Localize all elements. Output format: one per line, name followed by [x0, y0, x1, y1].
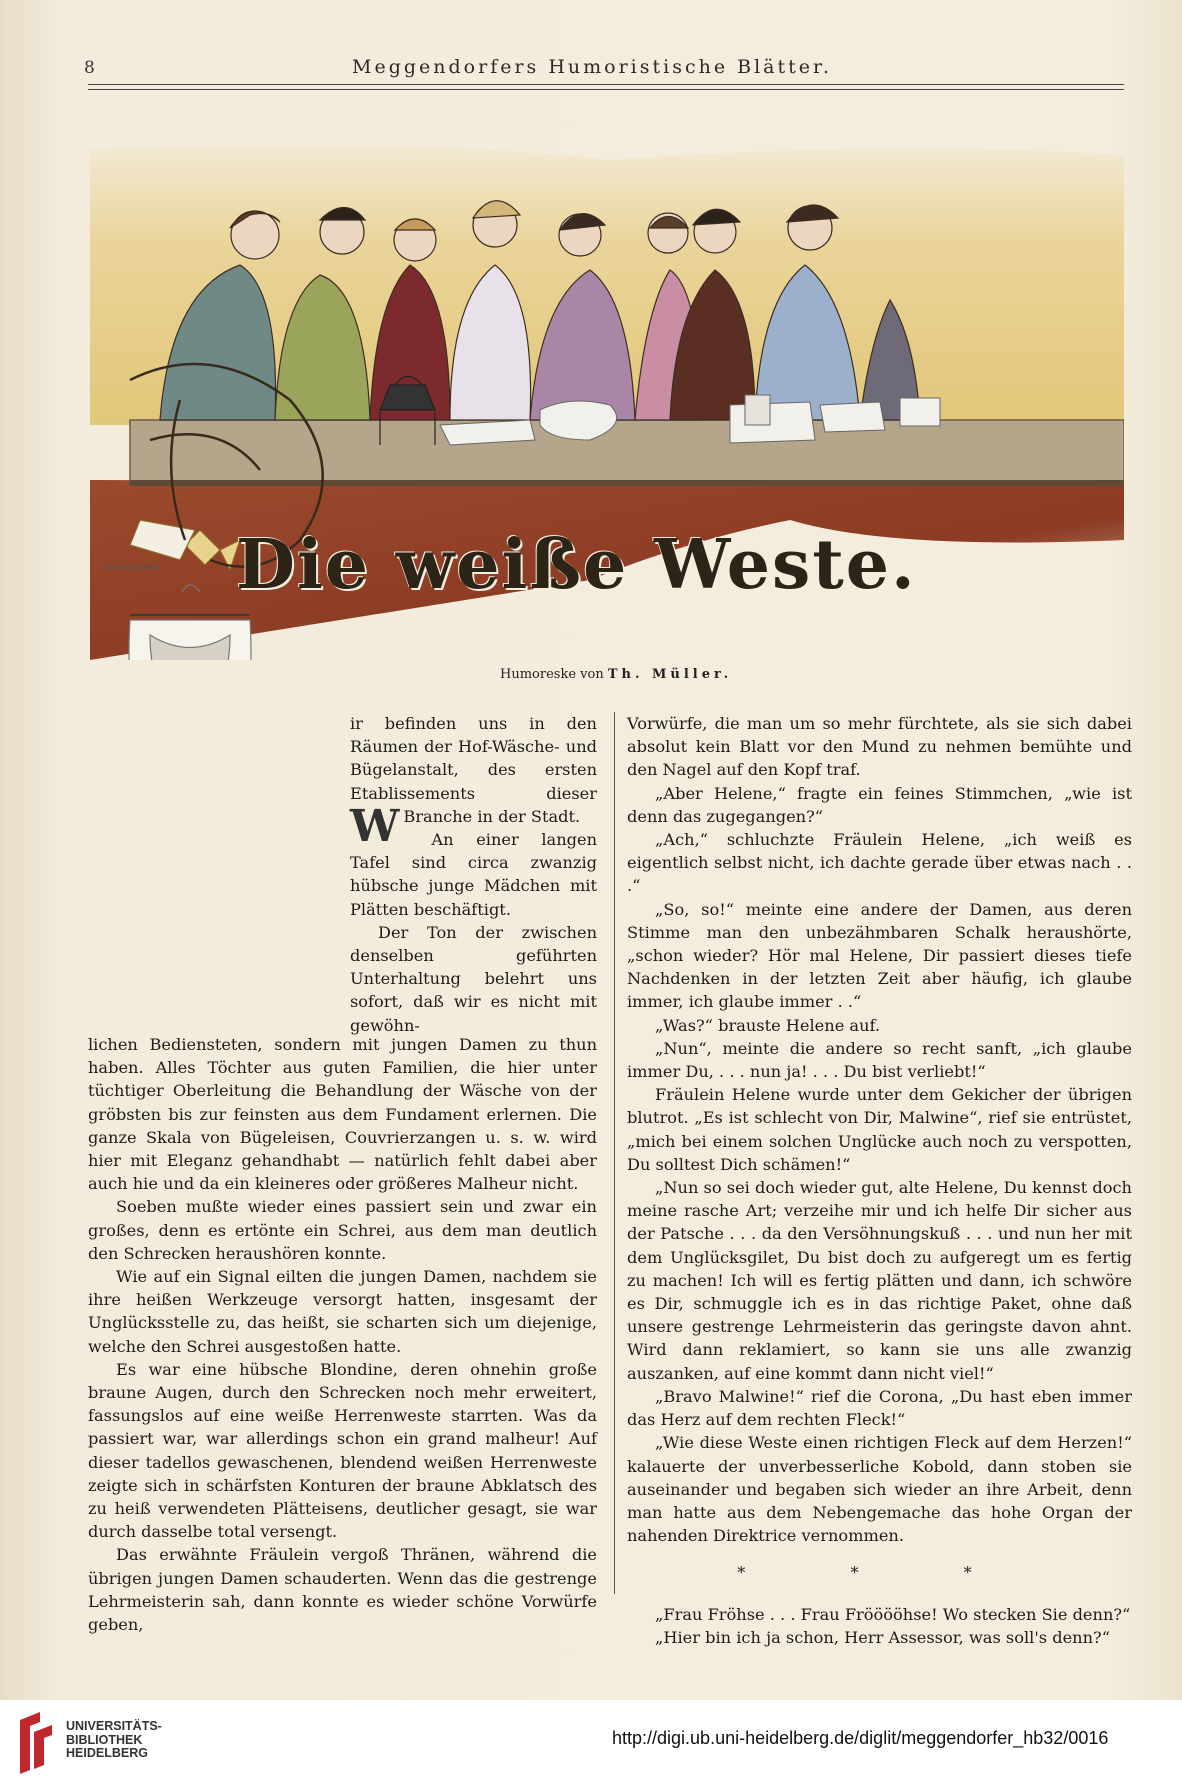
paragraph: Der Ton der zwischen denselben geführten Unterhaltung belehrt uns sofort, daß wir es nicht mit gewöhn- [350, 922, 597, 1035]
paragraph: „Hier bin ich ja schon, Herr Assessor, was soll's denn?“ [655, 1627, 1110, 1647]
library-name-line: BIBLIOTHEK [66, 1732, 143, 1747]
column-right [627, 712, 1132, 1649]
page-number: 8 [84, 58, 95, 78]
byline-prefix: Humoreske von [500, 667, 604, 682]
paragraph: „Nun so sei doch wieder gut, alte Helene, Du kennst doch meine rasche Art; verzeihe mir und ich helfe Dir sicher aus der Patsche . . . da den Versöhnungskuß . . . und nun her mit dem Unglücksgilet, Du bist doch zu aufgeregt um es fertig zu machen! Ich will es fertig plätten und dann, ich schwöre es Dir, schmuggle ich es in das richtige Paket, ohne daß unsere gestrenge Lehrmeisterin das geringste davon ahnt. Wird dann reklamiert, so kann sie uns alle zwanzig auszanken, auf eine kommt dann nicht viel!“ [627, 1178, 1132, 1383]
header-rule [88, 84, 1124, 85]
running-title: Meggendorfers Humoristische Blätter. [352, 56, 833, 78]
section-separator: * * * [737, 1563, 1022, 1583]
library-name-line: HEIDELBERG [66, 1746, 148, 1760]
paragraph: lichen Bediensteten, sondern mit jungen Damen zu thun haben. Alles Töchter aus guten Familien, die hier unter tüchtiger Oberleitung die Behandlung der Wäsche von der gröbsten bis zur feinsten aus dem Fundament erlernen. Die ganze Skala von Bügeleisen, Couvrierzangen u. s. w. wird hier mit Eleganz gehandhabt — natürlich fehlt dabei aber auch hie und da ein kleineres oder größeres Malheur nicht. [88, 1035, 597, 1194]
library-name[interactable] [66, 1720, 162, 1761]
byline-author: Th. Müller. [607, 667, 733, 682]
article-title: Die weiße Weste. [236, 525, 917, 605]
paragraph: „Aber Helene,“ fragte ein feines Stimmchen, „wie ist denn das zugegangen?“ [627, 783, 1132, 826]
paragraph: Fräulein Helene wurde unter dem Gekicher der übrigen blutrot. „Es ist schlecht von Dir, Malwine“, rief sie entrüstet, „mich bei einem solchen Unglücke auch noch zu verspotten, Du solltest Dich schämen!“ [627, 1085, 1132, 1174]
column-rule [614, 712, 615, 1594]
paragraph: Es war eine hübsche Blondine, deren ohnehin große braune Augen, durch den Schrecken noch mehr erweitert, fassungslos auf eine weiße Herrenweste starrten. Was da passiert war, war allerdings schon ein grand malheur! Auf dieser tadellos gewaschenen, blendend weißen Herrenweste zeigte sich in schärfsten Konturen der braune Abklatsch des zu heiß verwendeten Plätteisens, deutlicher gesagt, sie war durch dasselbe total versengt. [88, 1359, 597, 1542]
artist-signature: Meinharthein [105, 563, 161, 572]
drop-cap: W [350, 800, 400, 852]
header-rule-inner [88, 89, 1124, 90]
paragraph: Vorwürfe, die man um so mehr fürchtete, als sie sich dabei absolut kein Blatt vor den Mund zu nehmen bemühte und den Nagel auf den Kopf traf. [627, 714, 1132, 780]
library-logo-icon[interactable] [14, 1710, 58, 1776]
paragraph: „Frau Fröhse . . . Frau Frööööhse! Wo stecken Sie denn?“ [655, 1604, 1131, 1624]
paragraph-text: ir befinden uns in den Räumen der Hof-Wäsche- und Bügelanstalt, des ersten Etablissements dieser Branche in der Stadt. [350, 714, 597, 826]
column-left-bottom [88, 1033, 597, 1636]
paragraph: An einer langen Tafel sind circa zwanzig hübsche junge Mädchen mit Plätten beschäftigt. [350, 830, 597, 919]
paragraph: „Wie diese Weste einen richtigen Fleck auf dem Herzen!“ kalauerte der unverbesserliche Kobold, dann stoben sie auseinander und begaben sich wieder an ihre Arbeit, denn man hatte aus dem Nebengemache das hohe Organ der nahenden Direktrice vernommen. [627, 1433, 1132, 1546]
byline [500, 667, 732, 682]
paragraph: „Nun“, meinte die andere so recht sanft, „ich glaube immer Du, . . . nun ja! . . . Du bist verliebt!“ [627, 1038, 1132, 1082]
paragraph: Das erwähnte Fräulein vergoß Thränen, während die übrigen jungen Damen schauderten. Wenn das die gestrenge Lehrmeisterin sah, dann konnte es wieder schöne Vorwürfe geben, [88, 1545, 597, 1635]
paragraph: Soeben mußte wieder eines passiert sein und zwar ein großes, denn es ertönte ein Schrei, aus dem man deutlich den Schrecken heraushören konnte. [88, 1197, 597, 1263]
column-left-top [350, 712, 597, 1037]
paragraph [350, 712, 597, 852]
source-url-link[interactable]: http://digi.ub.uni-heidelberg.de/diglit/meggendorfer_hb32/0016 [612, 1728, 1109, 1748]
library-name-line: UNIVERSITÄTS- [66, 1719, 162, 1733]
paragraph: „Ach,“ schluchzte Fräulein Helene, „ich weiß es eigentlich selbst nicht, ich dachte gerade über etwas nach . . .“ [627, 830, 1132, 896]
ironing-table [130, 420, 1124, 485]
paragraph: Wie auf ein Signal eilten die jungen Damen, nachdem sie ihre heißen Werkzeuge versorgt hatten, insgesamt der Unglücksstelle zu, das heißt, sie scharten sich um diejenige, welche den Schrei ausgestoßen hatte. [88, 1267, 597, 1356]
paragraph: „So, so!“ meinte eine andere der Damen, aus deren Stimme man den unbezähmbaren Schalk heraushörte, „schon wieder? Hör mal Helene, Dir passiert dieses tiefe Nachdenken in der letzten Zeit aber häufig, ich glaube immer, ich glaube immer . .“ [627, 899, 1132, 1012]
paragraph: „Was?“ brauste Helene auf. [655, 1015, 881, 1035]
paragraph: „Bravo Malwine!“ rief die Corona, „Du hast eben immer das Herz auf dem rechten Fleck!“ [627, 1386, 1132, 1430]
